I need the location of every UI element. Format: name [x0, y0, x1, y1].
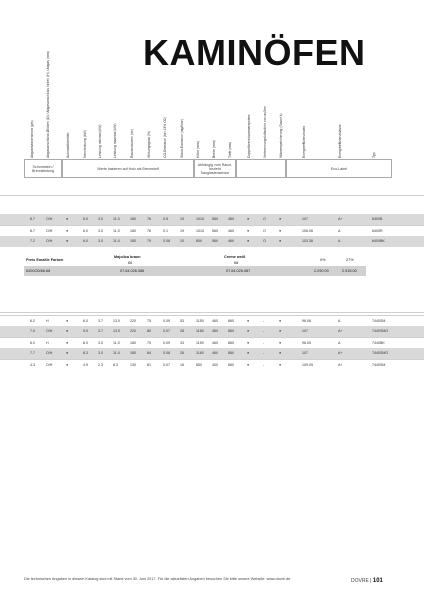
table-cell: 3.0	[98, 229, 103, 233]
table-cell: 800	[196, 239, 202, 243]
table-cell: 560	[212, 217, 218, 221]
table-cell: 103.36	[302, 239, 313, 243]
group-label-eco-text: Eco-Label	[330, 166, 348, 171]
column-header-text: Doppeltbrennkammersystem	[247, 114, 251, 158]
price-row-val2: 07.64.026.087	[226, 269, 251, 273]
table-cell: 33	[180, 341, 184, 345]
table-cell: 180	[130, 351, 136, 355]
price-col1-sub: 66	[128, 261, 133, 265]
table-cell: 7440SM	[372, 363, 386, 367]
column-header	[247, 92, 257, 158]
table-cell: ●	[247, 319, 250, 323]
table-cell: 76	[147, 217, 151, 221]
table-cell: A+	[338, 363, 343, 367]
price-col2-sub: 68	[234, 261, 239, 265]
column-header-text: Breite (mm)	[212, 140, 216, 158]
column-header	[180, 92, 190, 158]
table-cell: 0.1	[163, 229, 168, 233]
table-cell: 11.0	[113, 229, 120, 233]
table-cell: 11.0	[113, 239, 120, 243]
table-cell: ●	[247, 329, 250, 333]
column-header-text: Raumvolumen (m³)	[130, 128, 134, 158]
table-row	[0, 326, 424, 337]
price-col3-label: 0%	[320, 258, 326, 262]
table-cell: 6.0	[83, 217, 88, 221]
column-header-text: Wärmespeicherung (Savoir's)	[279, 113, 283, 158]
table-cell: 460	[228, 217, 234, 221]
table-cell: 3.0	[98, 217, 103, 221]
table-cell: ●	[279, 329, 282, 333]
table-cell: 28	[180, 329, 184, 333]
table-cell: 6400B	[372, 217, 383, 221]
table-cell: 1010	[196, 229, 204, 233]
table-cell: 0.09	[163, 341, 170, 345]
table-cell: 3.0	[98, 341, 103, 345]
table-cell: 1150	[196, 319, 204, 323]
price-table	[24, 254, 366, 276]
table-cell: 220	[130, 329, 136, 333]
table-cell: A	[338, 319, 341, 323]
table-cell: O/H	[46, 229, 53, 233]
column-header	[279, 92, 289, 158]
table-cell: 6400BK	[372, 239, 385, 243]
table-cell: 9.0	[83, 329, 88, 333]
table-cell: 109.05	[302, 363, 313, 367]
price-row-val3: 2.290.00	[314, 269, 329, 273]
column-header	[98, 92, 108, 158]
table-cell: 8.7	[30, 229, 35, 233]
price-header-label: Preis Emaille Farben	[26, 258, 64, 262]
group-label-note-text: Abhängig vom Raum, bezieht Sauglastensensor	[197, 162, 233, 175]
table-cell: 860	[228, 341, 234, 345]
table-cell: 7.0	[30, 329, 35, 333]
table-cell: ●	[66, 363, 69, 367]
table-cell: 7440SM	[372, 319, 386, 323]
table-cell: 11.0	[113, 217, 120, 221]
table-cell: 11.0	[113, 351, 120, 355]
table-cell: A	[338, 239, 341, 243]
table-cell: 860	[228, 351, 234, 355]
table-cell: ●	[66, 351, 69, 355]
table-cell: 7440BK	[372, 341, 385, 345]
table-cell: 180	[130, 341, 136, 345]
column-header-text: Staub-Emission (mg/Nm³)	[180, 119, 184, 158]
table-cell: 13.0	[113, 319, 120, 323]
table-cell: 106.06	[302, 229, 313, 233]
table-cell: O	[263, 239, 266, 243]
table-cell: 96.06	[302, 319, 311, 323]
table-cell: 0.5	[163, 217, 168, 221]
table-cell: ●	[279, 319, 282, 323]
table-cell: 4.3	[30, 363, 35, 367]
table-cell: 3.7	[98, 329, 103, 333]
column-header	[30, 92, 40, 158]
page-number: 101	[372, 578, 383, 584]
price-value-row	[24, 266, 366, 276]
table-cell: O/H	[46, 363, 53, 367]
column-header	[263, 92, 273, 158]
table-cell: 3.0	[98, 351, 103, 355]
column-header-text: Leistung maximal (kW)	[113, 123, 117, 158]
table-cell: 6.0	[83, 229, 88, 233]
column-header	[83, 92, 93, 158]
table-cell: O/H	[46, 329, 53, 333]
table-cell: -	[263, 329, 265, 333]
table-cell: 10	[180, 239, 184, 243]
table-cell: 180	[130, 239, 136, 243]
column-header	[46, 51, 56, 158]
table-cell: H	[46, 341, 49, 345]
table-cell: A	[338, 341, 341, 345]
table-cell: 3.7	[98, 319, 103, 323]
table-cell: 19	[180, 229, 184, 233]
price-col2-label: Creme weiß	[224, 255, 246, 259]
table-cell: 460	[212, 319, 218, 323]
table-cell: O/H	[46, 217, 53, 221]
column-header	[66, 92, 76, 158]
table-cell: 460	[212, 341, 218, 345]
table-cell: 850	[196, 363, 202, 367]
group-label-exhaust-text: Schornstein / Brennleistung	[32, 164, 54, 173]
table-cell: 7.2	[30, 239, 35, 243]
table-cell: 6.0	[83, 319, 88, 323]
table-cell: O	[263, 229, 266, 233]
column-header-text: Energieeffizienzklasse	[338, 124, 342, 158]
table-cell: 8.7	[30, 217, 35, 221]
column-header-text: Wirkungsgrad (%)	[147, 130, 151, 158]
group-label-wood-text: Werte basieren auf Holz als Brennstoff	[97, 166, 159, 171]
table-cell: 0.07	[163, 363, 170, 367]
table-cell: 2.3	[98, 363, 103, 367]
table-cell: 400	[212, 363, 218, 367]
table-cell: 84	[147, 351, 151, 355]
price-header-row	[24, 254, 366, 266]
table-cell: 1160	[196, 329, 204, 333]
table-cell: 0.08	[163, 239, 170, 243]
price-row-val4: 2.915.00	[342, 269, 357, 273]
table-cell: 460	[212, 351, 218, 355]
table-cell: 860	[228, 319, 234, 323]
divider	[0, 312, 424, 313]
table-cell: ●	[66, 217, 69, 221]
divider	[0, 195, 424, 196]
column-header-text: Verbrennungsluftzufuhr von außen	[263, 105, 267, 158]
table-cell: 16	[180, 363, 184, 367]
table-cell: A+	[338, 217, 343, 221]
column-header	[338, 92, 348, 158]
table-cell: 8.3	[83, 351, 88, 355]
price-col1-label: Majolica braun	[114, 255, 141, 259]
table-cell: 7440SMG	[372, 351, 389, 355]
price-row-val1: 07.64.026.086	[120, 269, 145, 273]
table-cell: 76	[147, 229, 151, 233]
column-header-text: Abgasanschluss Ø/oben (O) / Abgasanschluss hinten (H) / Abgas (mm)	[46, 51, 50, 158]
table-cell: 107	[302, 351, 308, 355]
table-cell: 4.9	[83, 363, 88, 367]
group-label-wood	[62, 159, 194, 178]
table-cell: ●	[247, 363, 250, 367]
table-cell: 7.7	[30, 351, 35, 355]
table-cell: ●	[66, 329, 69, 333]
column-header	[113, 92, 123, 158]
table-cell: 79	[147, 239, 151, 243]
table-cell: 560	[212, 239, 218, 243]
table-cell: ●	[279, 229, 282, 233]
column-header-text: Tiefe (mm)	[228, 141, 232, 158]
table-cell: 6.0	[30, 341, 35, 345]
table-cell: O	[263, 217, 266, 221]
folio-separator: |	[370, 578, 373, 584]
folio	[351, 578, 383, 584]
table-cell: -	[263, 351, 265, 355]
table-cell: O/H	[46, 239, 53, 243]
table-cell: 860	[228, 363, 234, 367]
table-cell: 11.0	[113, 341, 120, 345]
table-cell: ●	[247, 217, 250, 221]
table-cell: 8.3	[113, 363, 118, 367]
column-header-text: Energieeffizienzindex	[302, 125, 306, 158]
table-cell: 460	[228, 229, 234, 233]
table-cell: 96.05	[302, 341, 311, 345]
group-label-note	[194, 159, 236, 178]
column-header-text: Nennleistung (kW)	[83, 130, 87, 158]
price-col4-label: 27%	[346, 258, 354, 262]
table-cell: 19	[180, 217, 184, 221]
column-header-text: CO-Emission (bei 13% O2)	[163, 117, 167, 158]
table-cell: 107	[302, 329, 308, 333]
table-cell: 6400R	[372, 229, 383, 233]
table-cell: ●	[247, 239, 250, 243]
table-row	[0, 236, 424, 247]
table-cell: 7440SMG	[372, 329, 389, 333]
table-cell: 130	[130, 363, 136, 367]
folio-brand: DOVRE	[351, 578, 369, 584]
group-label-eco	[286, 159, 392, 178]
table-cell: 13.0	[113, 329, 120, 333]
table-cell: 0.09	[163, 319, 170, 323]
table-cell: 26	[180, 351, 184, 355]
table-cell: 75	[147, 341, 151, 345]
table-cell: 6.2	[30, 319, 35, 323]
table-row	[0, 214, 424, 225]
table-cell: ●	[279, 239, 282, 243]
column-header-text: Automatikbetrieb	[66, 132, 70, 158]
table-cell: ●	[279, 217, 282, 221]
column-header	[130, 92, 140, 158]
column-header	[302, 92, 312, 158]
table-cell: 1010	[196, 217, 204, 221]
table-cell: ●	[66, 239, 69, 243]
table-cell: ●	[279, 363, 282, 367]
table-cell: 8.0	[83, 341, 88, 345]
price-row-code: 6400CB/66.68	[26, 269, 51, 273]
table-cell: -	[263, 363, 265, 367]
footer-note: Die technischen Angaben in diesem Katalog sind mit Stand vom 30. Juni 2017. Für die aktuellsten Angaben besuchen Sie bitte unsere Website: www.dovre.de	[24, 577, 291, 581]
table-cell: 220	[130, 319, 136, 323]
column-header-text: Abgasmassenstrom (g/s)	[30, 120, 34, 158]
table-cell: 460	[212, 329, 218, 333]
table-cell: 180	[130, 229, 136, 233]
table-cell: 80	[147, 329, 151, 333]
table-cell: ●	[279, 351, 282, 355]
page-title: KAMINÖFEN	[143, 32, 366, 73]
table-cell: 53	[180, 319, 184, 323]
table-cell: 1160	[196, 351, 204, 355]
table-cell: 75	[147, 319, 151, 323]
table-cell: ●	[279, 341, 282, 345]
column-header	[196, 92, 206, 158]
table-cell: O/H	[46, 351, 53, 355]
column-header	[372, 92, 382, 158]
table-cell: 107	[302, 217, 308, 221]
table-cell: -	[263, 341, 265, 345]
table-row	[0, 348, 424, 359]
column-header	[212, 92, 222, 158]
table-cell: A	[338, 229, 341, 233]
group-label-exhaust	[24, 159, 62, 178]
table-cell: H	[46, 319, 49, 323]
column-header	[228, 92, 238, 158]
column-header-text: Leistung minimal (kW)	[98, 124, 102, 158]
column-header	[147, 92, 157, 158]
column-header-text: Höhe (mm)	[196, 141, 200, 158]
table-cell: ●	[66, 319, 69, 323]
table-cell: 81	[147, 363, 151, 367]
table-cell: -	[263, 319, 265, 323]
table-cell: 0.08	[163, 351, 170, 355]
table-cell: 180	[130, 217, 136, 221]
group-label-blank	[236, 159, 286, 178]
table-cell: ●	[247, 341, 250, 345]
table-cell: 3.0	[98, 239, 103, 243]
table-cell: A+	[338, 351, 343, 355]
column-header-text: Typ	[372, 152, 376, 158]
table-cell: A+	[338, 329, 343, 333]
table-row	[0, 359, 424, 371]
table-cell: ●	[247, 351, 250, 355]
column-header	[163, 92, 173, 158]
table-cell: 860	[228, 329, 234, 333]
table-cell: ●	[66, 229, 69, 233]
table-cell: 6.0	[83, 239, 88, 243]
table-cell: 0.07	[163, 329, 170, 333]
table-cell: 560	[212, 229, 218, 233]
table-cell: ●	[66, 341, 69, 345]
table-cell: 1150	[196, 341, 204, 345]
table-cell: ●	[247, 229, 250, 233]
table-cell: 460	[228, 239, 234, 243]
